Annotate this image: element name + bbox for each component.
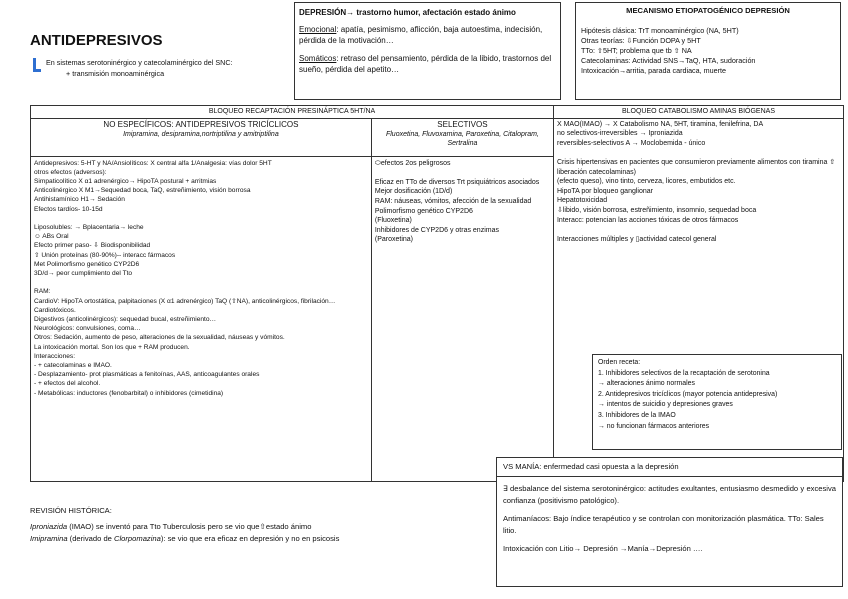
no-especificos-line: Antidepresivos: 5-HT y NA/Ansiolíticos: X central alfa 1/Analgesia: vías dolor 5HT	[34, 159, 272, 167]
revision-line2-end: ): se vio que era eficaz en depresión y no en psicosis	[160, 534, 340, 543]
revision-line2	[30, 533, 490, 545]
depresion-heading: DEPRESIÓN→ trastorno humor, afectación estado ánimo	[299, 8, 516, 17]
no-especificos-line: Digestivos (anticolinérgicos): sequedad bucal, estreñimiento…	[34, 316, 217, 324]
mania-p2: Antimaníacos: Bajo índice terapéutico y se controlan con monitorización plasmática. TTo: Sales litio.	[503, 514, 824, 535]
imao-line: no selectivos-irreversibles → Iproniazida	[556, 130, 683, 138]
page-title: ANTIDEPRESIVOS	[30, 32, 163, 49]
orden-receta-line: 2. Antidepresivos tricíclicos (mayor potencia antidepresiva)	[598, 390, 778, 398]
no-especificos-line: - Desplazamiento- prot plasmáticas a fenitoínas, AAS, anticoagulantes orales	[34, 371, 260, 379]
no-especificos-body	[31, 157, 371, 481]
selectivos-line: (Fluoxetina)	[374, 217, 412, 225]
no-especificos-line: otros efectos (adversos):	[34, 168, 107, 176]
orden-receta-list	[598, 358, 836, 432]
revision-line1	[30, 521, 490, 533]
mecanismo-title: MECANISMO ETIOPATOGÉNICO DEPRESIÓN	[626, 6, 790, 15]
no-especificos-examples: Imipramina, desipramina,nortriptilina y amitriptilina	[123, 130, 279, 138]
no-especificos-line: - + efectos del alcohol.	[34, 380, 101, 388]
mecanismo-line1: Hipótesis clásica: TrT monoaminérgico (NA, 5HT)	[581, 26, 739, 35]
orden-receta-line: → intentos de suicidio y depresiones graves	[598, 401, 733, 409]
selectivos-line: Mejor dosificación (1D/d)	[374, 188, 453, 196]
mania-heading: VS MANÍA: enfermedad casi opuesta a la depresión	[497, 458, 842, 477]
imao-line	[557, 148, 840, 158]
revision-section	[30, 505, 490, 545]
no-especificos-line: Met Polimorfismo genético CYP2D6	[34, 260, 140, 268]
no-especificos-line	[34, 214, 368, 223]
orden-receta-line: 1. Inhibidores selectivos de la recaptación de serotonina	[598, 369, 770, 377]
somaticos-text	[299, 53, 556, 75]
emocional-text	[299, 24, 556, 46]
selectivos-line: RAM: náuseas, vómitos, afección de la sexualidad	[374, 197, 532, 205]
imao-body	[557, 120, 840, 245]
imao-line: Interacc: potencian las acciones tóxicas de otros fármacos	[556, 216, 739, 224]
header-catabolismo: BLOQUEO CATABOLISMO AMINAS BIÓGENAS	[553, 106, 843, 119]
no-especificos-line: Efectos tardíos- 10-15d	[34, 205, 103, 213]
selectivos-line: Inhibidores de CYP2D6 y otras enzimas	[374, 226, 499, 234]
orden-receta-box	[592, 354, 842, 450]
imao-line: ⇩libido, visión borrosa, estreñimiento, insomnio, sequedad boca	[556, 206, 757, 214]
no-especificos-line: Interacciones:	[34, 352, 76, 360]
iproniazida-name: Iproniazida	[30, 522, 68, 531]
revision-line2-text: (derivado de	[67, 534, 114, 543]
mecanismo-line4: Catecolaminas: Actividad SNS→TaQ, HTA, sudoración	[581, 56, 756, 65]
mania-p1: ∃ desbalance del sistema serotoninérgico: actitudes exultantes, entusiasmo desmedido y excesiva confianza (positivismo patológico).	[503, 484, 836, 505]
mecanismo-line5: Intoxicación→arritia, parada cardiaca, muerte	[581, 66, 727, 75]
corner-arrow-icon	[33, 58, 41, 72]
selectivos-examples: Fluoxetina, Fluvoxamina, Paroxetina, Citalopram, Sertralina	[385, 130, 539, 148]
orden-receta-line: Orden receta:	[598, 359, 641, 366]
selectivos-line: ⬭efectos 2os peligrosos	[374, 159, 451, 167]
depresion-box	[294, 2, 561, 100]
subtitle-line1: En sistemas serotoninérgico y catecolaminérgico del SNC:	[46, 58, 233, 67]
selectivos-line: (Paroxetina)	[374, 236, 413, 244]
no-especificos-line: Efecto primer paso- ⇩ Biodisponibilidad	[34, 242, 151, 250]
mecanismo-line3: TTo: ⇧5HT; problema que tb ⇧ NA	[581, 46, 692, 55]
somaticos-label: Somáticos	[299, 54, 337, 63]
imao-line: reversibles-selectivos A → Moclobemida - único	[556, 139, 706, 147]
imao-line: Crisis hipertensivas en pacientes que consumieron previamente alimentos con tiramina ⇧ liberación catecolaminas)	[556, 158, 836, 176]
no-especificos-line: RAM:	[34, 288, 51, 296]
orden-receta-line: 3. Inhibidores de la IMAO	[598, 411, 676, 419]
revision-heading: REVISIÓN HISTÓRICA:	[30, 506, 112, 515]
no-especificos-line: Neurológicos: convulsiones, coma…	[34, 325, 141, 333]
no-especificos-cell	[31, 118, 372, 481]
mecanismo-line2: Otras teorías: ⇩Función DOPA y 5HT	[581, 36, 701, 45]
no-especificos-line: La intoxicación mortal. Son los que + RAM producen.	[34, 343, 190, 351]
subtitle-line2: + transmisión monoaminérgica	[66, 69, 165, 78]
mecanismo-box	[575, 2, 841, 100]
emocional-label: Emocional	[299, 25, 337, 34]
no-especificos-line: Otros: Sedación, aumento de peso, alteraciones de la sexualidad, náuseas y vómitos.	[34, 334, 285, 342]
mania-p3: Intoxicación con Litio→ Depresión →Manía→Depresión ….	[503, 544, 703, 553]
selectivos-cell	[371, 118, 553, 481]
no-especificos-line	[34, 278, 368, 287]
no-especificos-line: 3D/d→ peor cumplimiento del Tto	[34, 270, 133, 278]
clorpomazina-name: Clorpomazina	[114, 534, 161, 543]
imao-line: (efecto queso), vino tinto, cerveza, licores, embutidos etc.	[556, 178, 736, 186]
orden-receta-line: → no funcionan fármacos anteriores	[598, 422, 710, 430]
no-especificos-line: Antihistamínico H1→ Sedación	[34, 196, 125, 204]
selectivos-body	[372, 157, 553, 247]
mania-box	[496, 457, 843, 587]
emocional-desc: : apatía, pesimismo, aflicción, baja autoestima, indecisión, pérdida de la motivación…	[299, 25, 543, 45]
imao-line: Interacciones múltiples y ▯actividad catecol general	[556, 235, 717, 243]
imao-line: HipoTA por bloqueo ganglionar	[556, 187, 653, 195]
header-recaptacion: BLOQUEO RECAPTACIÓN PRESINÁPTICA 5HT/NA	[31, 106, 554, 119]
no-especificos-line: Liposolubles: → Bplacentaria→ leche	[34, 224, 144, 232]
imao-line	[557, 225, 840, 235]
somaticos-desc: : retraso del pensamiento, pérdida de la libido, trastornos del sueño, pérdida del apetito…	[299, 54, 552, 74]
no-especificos-line: CardioV: HipoTA ortostática, palpitaciones (X α1 adrenérgico) TaQ (⇧NA), anticolinérgicos, fibrilación…Cardiotóxicos.	[34, 297, 336, 314]
imipramina-name: Imipramina	[30, 534, 68, 543]
no-especificos-line: Anticolinérgico X M1→Sequedad boca, TaQ, estreñimiento, visión borrosa	[34, 187, 251, 195]
no-especificos-line: - + catecolaminas e IMAO.	[34, 362, 112, 370]
selectivos-line: Eficaz en TTo de diversos Trt psiquiátricos asociados	[374, 178, 540, 186]
revision-line1-text: (IMAO) se inventó para Tto Tuberculosis pero se vio que⇧estado ánimo	[67, 522, 312, 531]
no-especificos-line: - Metabólicas: inductores (fenobarbital) o inhibidores (cimetidina)	[34, 389, 224, 397]
no-especificos-line: ☺ ABs Oral	[34, 233, 69, 241]
imao-line: X MAO(IMAO) → X Catabolismo NA, 5HT, tiramina, fenilefrina, DA	[556, 120, 764, 128]
selectivos-line: Polimorfismo genético CYP2D6	[374, 207, 473, 215]
no-especificos-line: ⇧ Unión proteínas (80-90%)-- interacc fármacos	[34, 251, 176, 259]
selectivos-header	[372, 119, 553, 157]
selectivos-title: SELECTIVOS	[437, 119, 488, 129]
orden-receta-line: → alteraciones ánimo normales	[598, 380, 695, 388]
no-especificos-header	[31, 119, 371, 157]
no-especificos-title: NO ESPECÍFICOS: ANTIDEPRESIVOS TRICÍCLICOS	[103, 119, 299, 129]
table-header-row	[31, 106, 844, 119]
no-especificos-line: Simpaticolítico X α1 adrenérgico→ HipoTA postural + arritmias	[34, 178, 217, 185]
selectivos-line	[375, 168, 550, 178]
imao-line: Hepatotoxicidad	[556, 197, 608, 205]
